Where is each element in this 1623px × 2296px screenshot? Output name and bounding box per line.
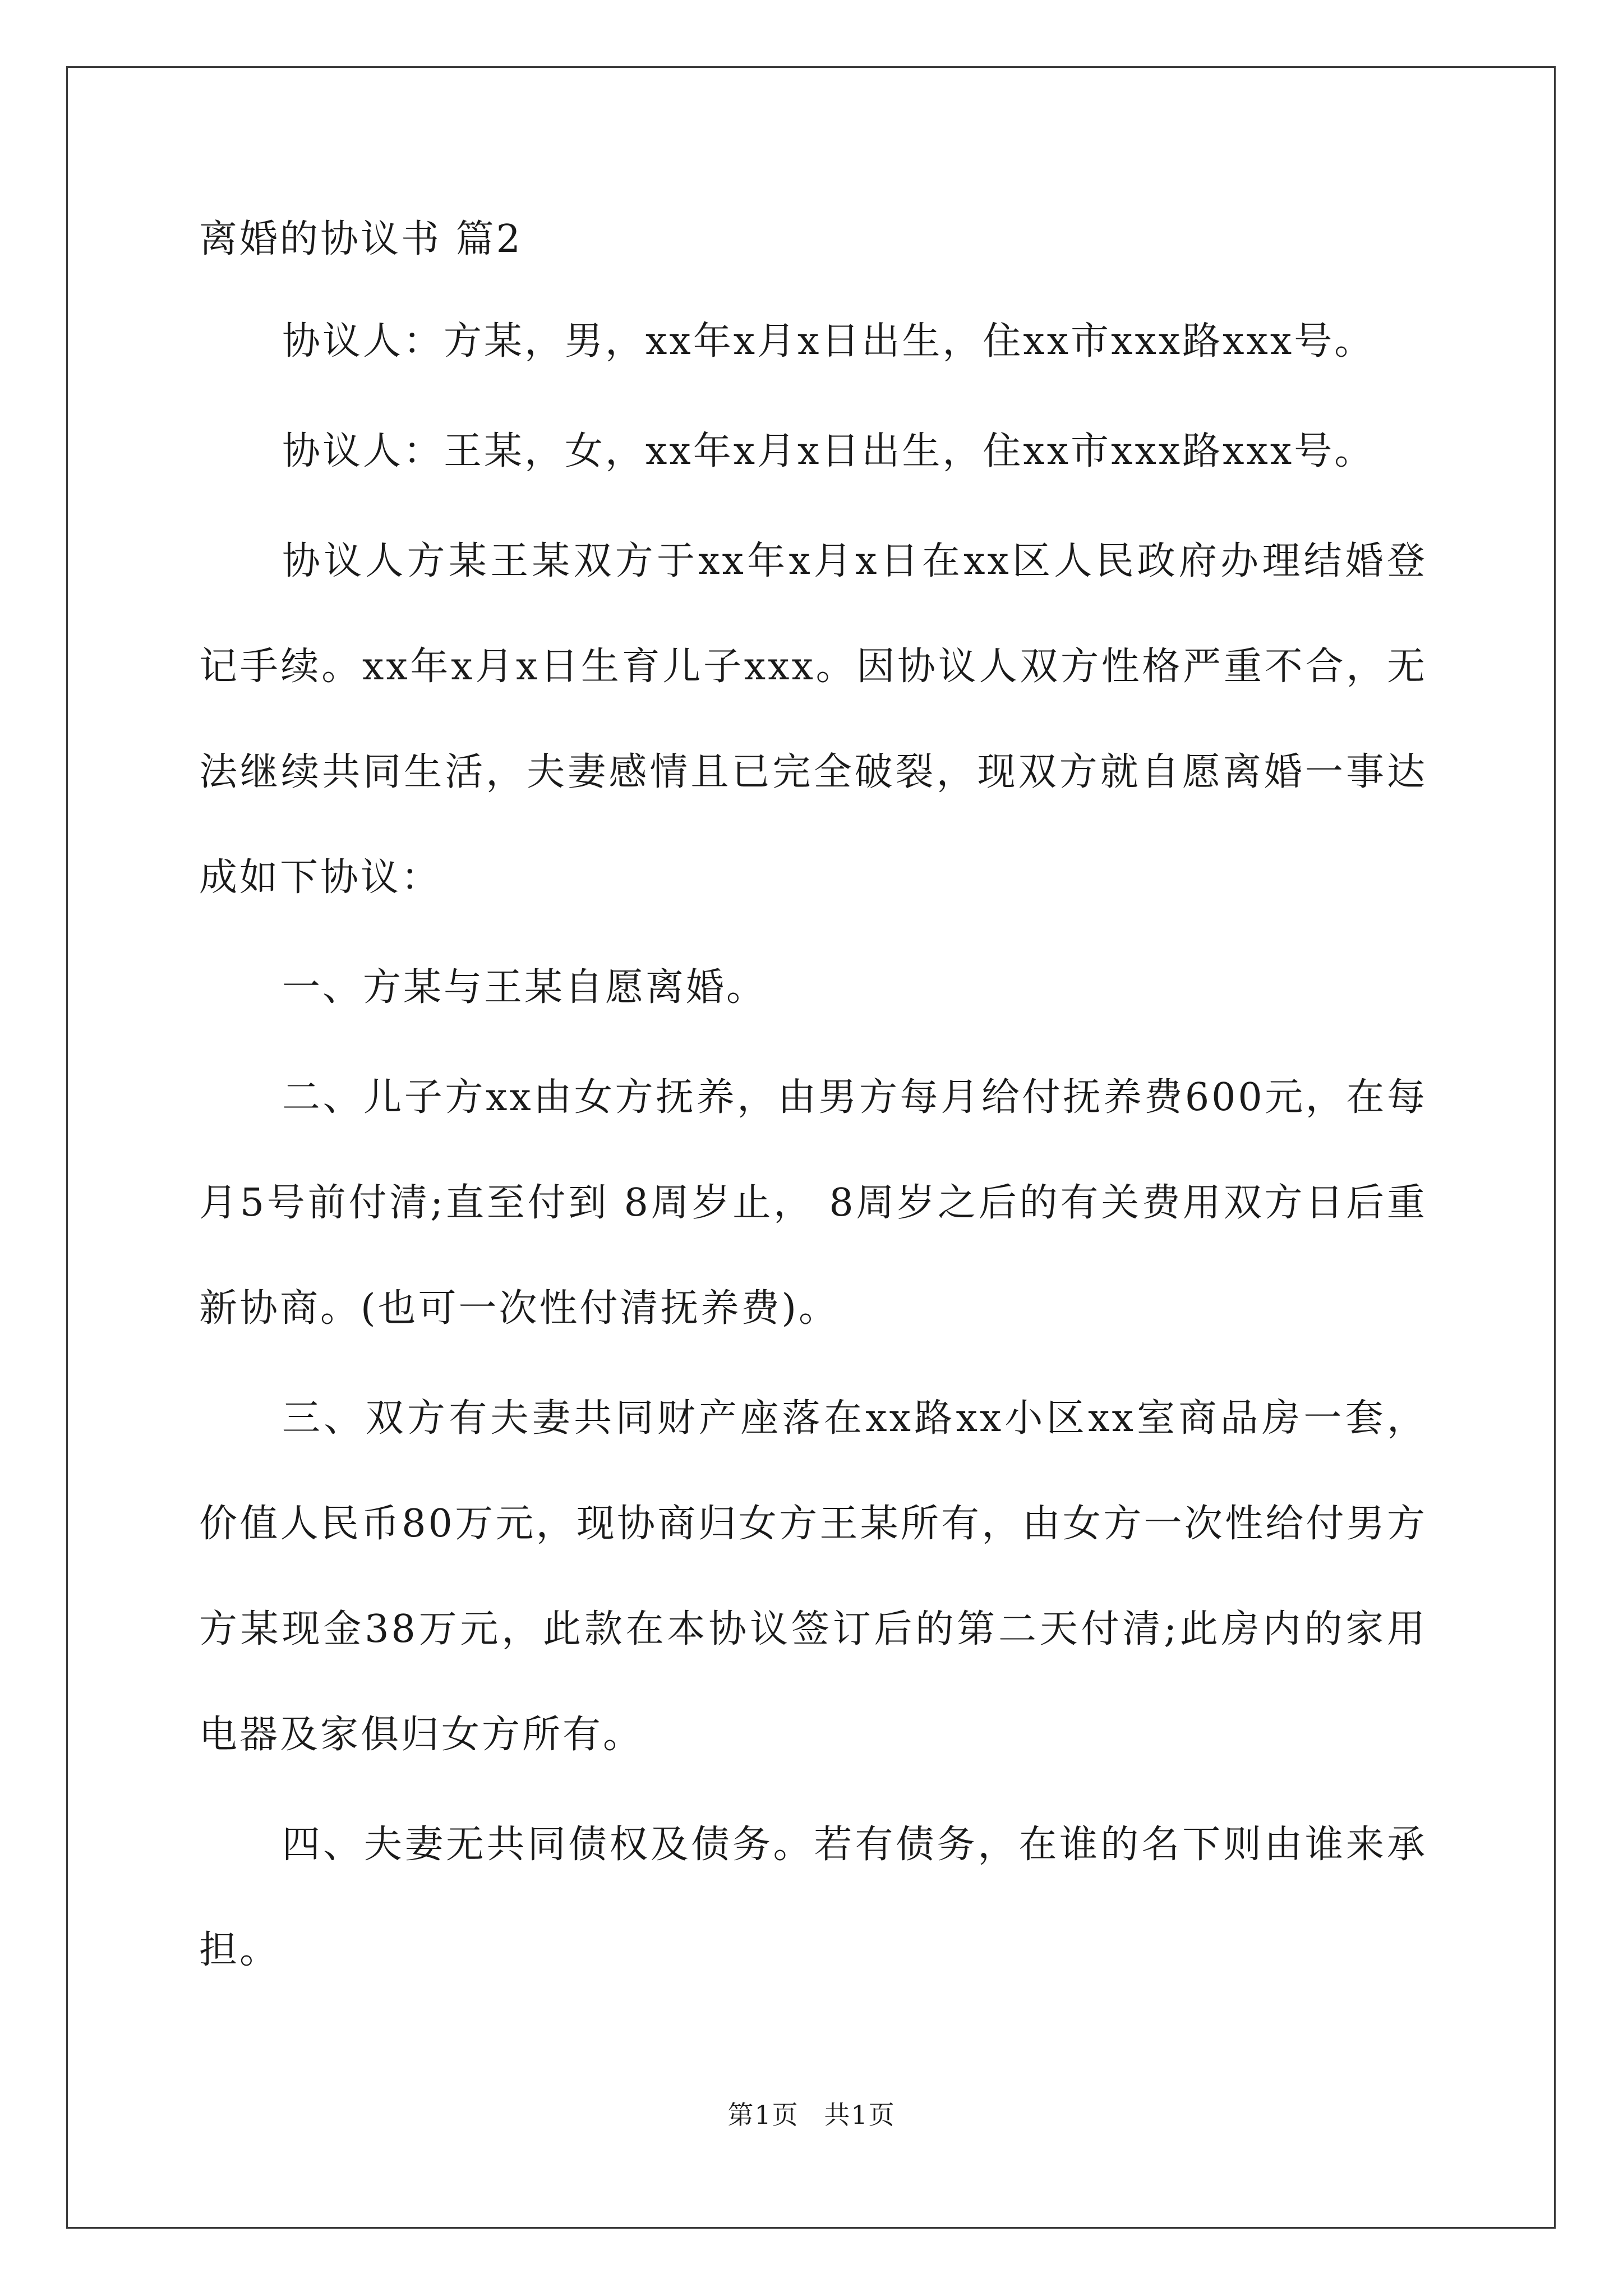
clause-3-paragraph: 三、双方有夫妻共同财产座落在xx路xx小区xx室商品房一套，价值人民币80万元，现协商归女方王某所有，由女方一次性给付男方方某现金38万元，此款在本协议签订后的第二天付清;此房内的家用电器及家俱归女方所有。 (199, 1396, 1427, 1757)
page-number-current: 第1页 (727, 2100, 799, 2130)
clause-4-paragraph: 四、夫妻无共同债权及债务。若有债务，在谁的名下则由谁来承担。 (199, 1823, 1427, 1972)
clause-2-paragraph: 二、儿子方xx由女方抚养，由男方每月给付抚养费600元，在每月5号前付清;直至付到 8周岁止， 8周岁之后的有关费用双方日后重新协商。(也可一次性付清抚养费)。 (199, 1075, 1427, 1331)
page-footer (0, 2098, 1623, 2132)
party-female-paragraph: 协议人：王某，女，xx年x月x日出生，住xx市xxx路xxx号。 (282, 429, 1375, 473)
document-title: 离婚的协议书 篇2 (199, 217, 523, 261)
clause-1-paragraph: 一、方某与王某自愿离婚。 (282, 965, 767, 1010)
background-paragraph: 协议人方某王某双方于xx年x月x日在xx区人民政府办理结婚登记手续。xx年x月x日生育儿子xxx。因协议人双方性格严重不合，无法继续共同生活，夫妻感情且已完全破裂，现双方就自愿离婚一事达成如下协议： (199, 539, 1427, 900)
document-body (199, 213, 1427, 2034)
party-male-paragraph: 协议人：方某，男，xx年x月x日出生，住xx市xxx路xxx号。 (282, 319, 1375, 364)
page-number-total: 共1页 (824, 2100, 896, 2130)
